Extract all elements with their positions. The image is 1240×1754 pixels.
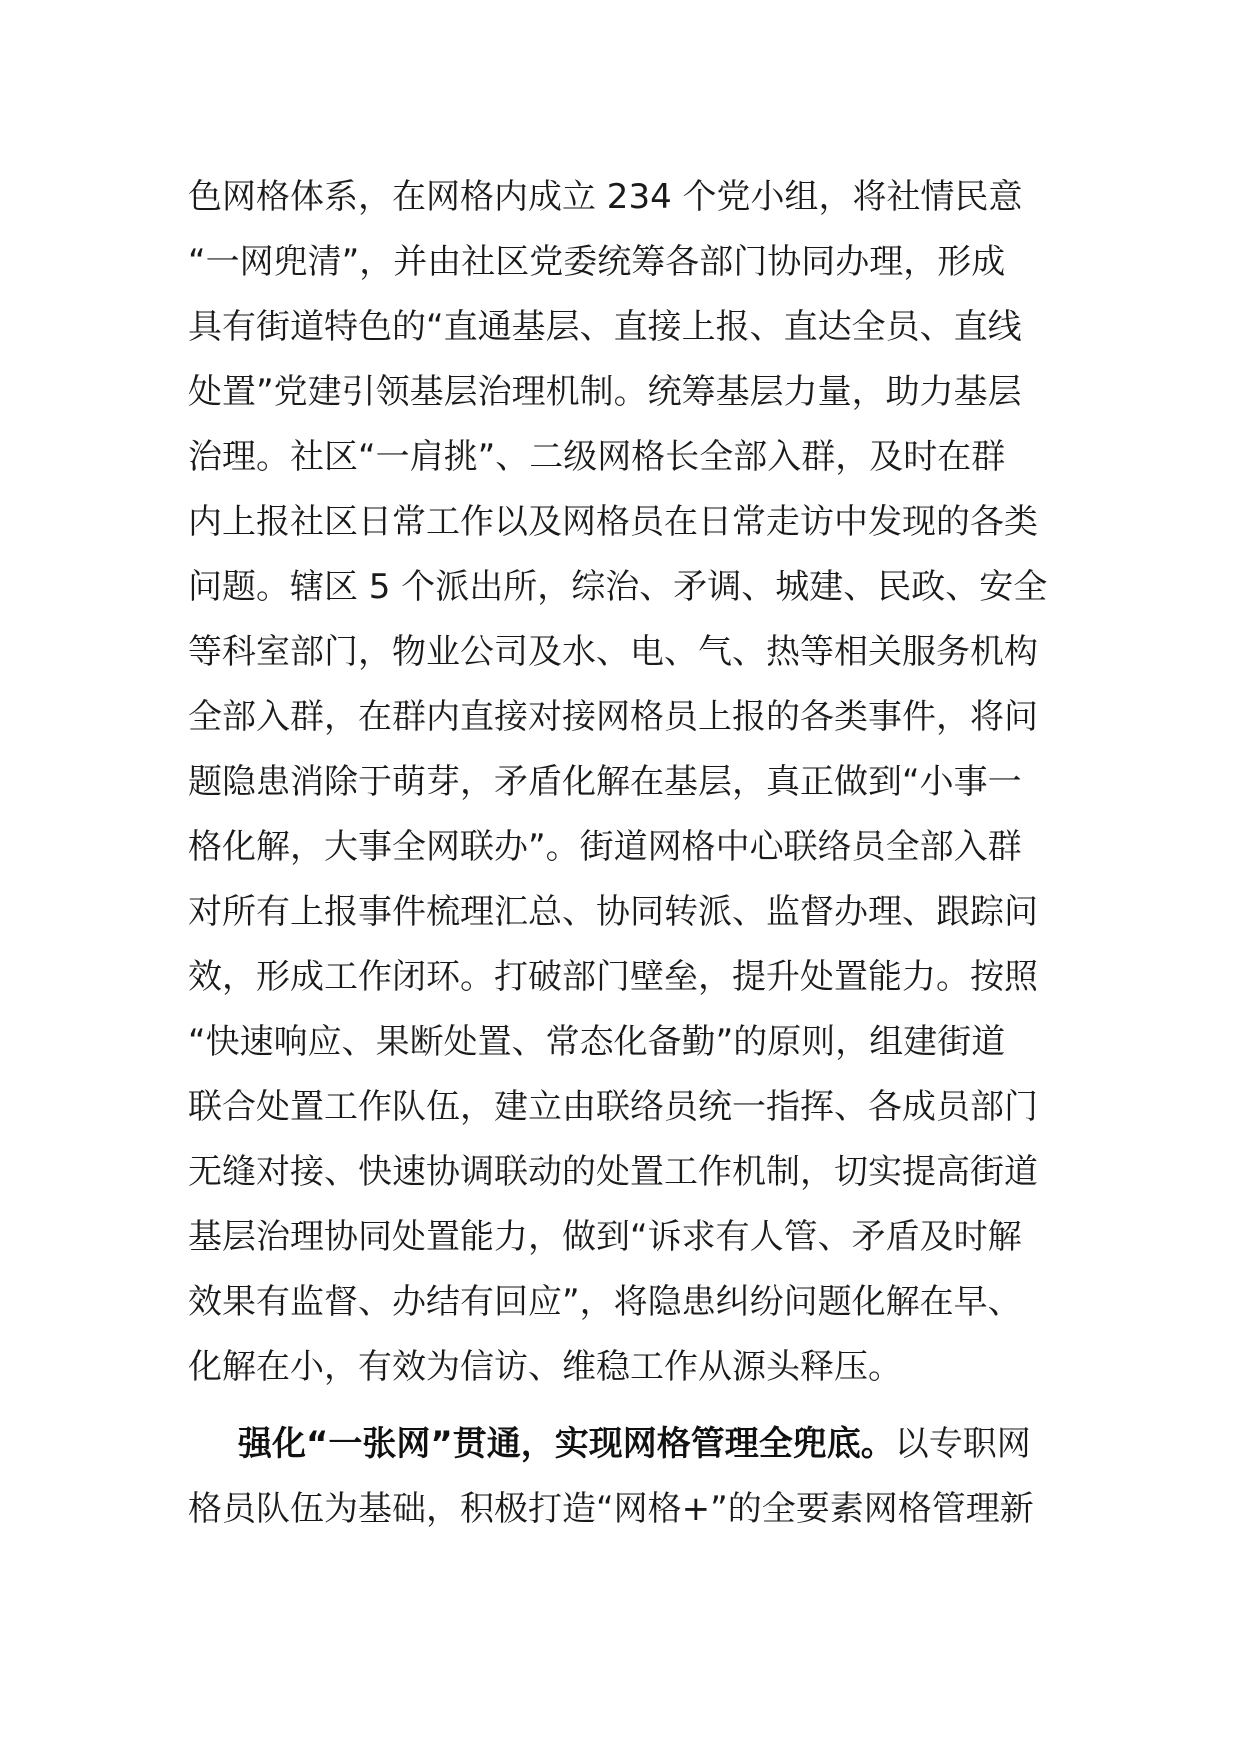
text-line: 治理。社区“一肩挑”、二级网格长全部入群，及时在群 xyxy=(188,437,1006,477)
paragraph-2 xyxy=(188,1412,1068,1542)
text-line: “一网兜清”，并由社区党委统筹各部门协同办理，形成 xyxy=(188,242,1006,282)
text-line: 联合处置工作队伍，建立由联络员统一指挥、各成员部门 xyxy=(188,1087,1038,1127)
text-line: 等科室部门，物业公司及水、电、气、热等相关服务机构 xyxy=(188,632,1038,672)
text-line: 无缝对接、快速协调联动的处置工作机制，切实提高街道 xyxy=(188,1152,1038,1192)
paragraph-spacer xyxy=(188,1400,1068,1412)
text-line xyxy=(188,1412,1068,1477)
text-line: 格员队伍为基础，积极打造“网格+”的全要素网格管理新 xyxy=(188,1489,1034,1529)
text-line: “快速响应、果断处置、常态化备勤”的原则，组建街道 xyxy=(188,1022,1006,1062)
text-line: 问题。辖区 5 个派出所，综治、矛调、城建、民政、安全 xyxy=(188,567,1048,607)
body-text xyxy=(188,165,1068,1542)
text-line: 色网格体系，在网格内成立 234 个党小组，将社情民意 xyxy=(188,177,1023,217)
text-line: 效，形成工作闭环。打破部门壁垒，提升处置能力。按照 xyxy=(188,957,1038,997)
text-line: 效果有监督、办结有回应”，将隐患纠纷问题化解在早、 xyxy=(188,1282,1022,1322)
text-line: 题隐患消除于萌芽，矛盾化解在基层，真正做到“小事一 xyxy=(188,762,1022,802)
text-line: 全部入群，在群内直接对接网格员上报的各类事件，将问 xyxy=(188,697,1038,737)
section-heading: 强化“一张网”贯通，实现网格管理全兜底。 xyxy=(238,1424,895,1464)
text-line: 基层治理协同处置能力，做到“诉求有人管、矛盾及时解 xyxy=(188,1217,1022,1257)
text-line: 格化解，大事全网联办”。街道网格中心联络员全部入群 xyxy=(188,827,1022,867)
text-line: 具有街道特色的“直通基层、直接上报、直达全员、直线 xyxy=(188,307,1022,347)
paragraph-1 xyxy=(188,165,1068,1400)
text-line: 化解在小，有效为信访、维稳工作从源头释压。 xyxy=(188,1347,902,1387)
heading-line-rest: 以专职网 xyxy=(894,1424,1031,1464)
text-line: 对所有上报事件梳理汇总、协同转派、监督办理、跟踪问 xyxy=(188,892,1038,932)
text-line: 内上报社区日常工作以及网格员在日常走访中发现的各类 xyxy=(188,502,1038,542)
text-line: 处置”党建引领基层治理机制。统筹基层力量，助力基层 xyxy=(188,372,1022,412)
